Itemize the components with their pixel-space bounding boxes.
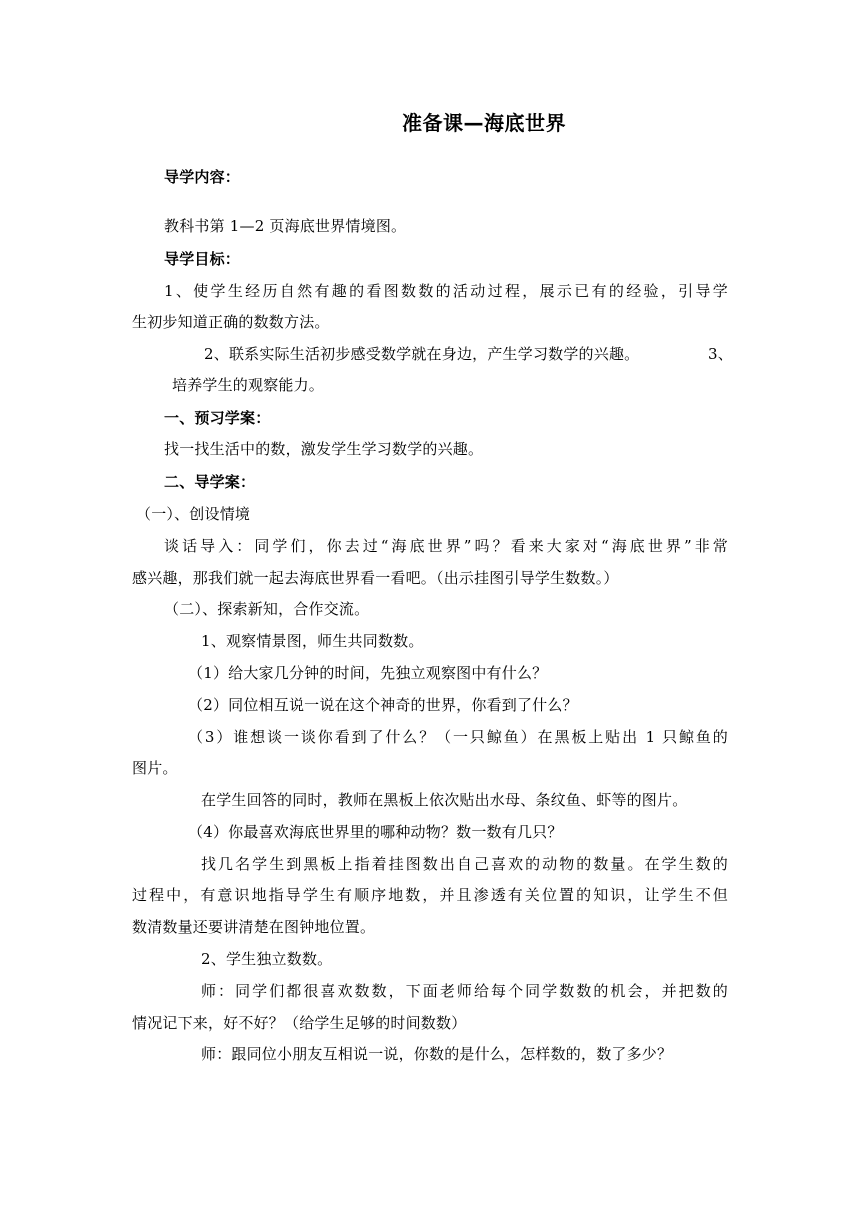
- paragraph-line: 师：同学们都很喜欢数数，下面老师给每个同学数数的机会，并把数的: [201, 982, 728, 1000]
- paragraph-line: 图片。: [132, 759, 178, 777]
- paragraph-line: 3、: [708, 345, 733, 363]
- section-heading: 导学内容：: [164, 168, 241, 186]
- paragraph-line: （1）给大家几分钟的时间，先独立观察图中有什么？: [188, 664, 548, 682]
- paragraph-line: 培养学生的观察能力。: [172, 376, 325, 394]
- paragraph-line: 找几名学生到黑板上指着挂图数出自己喜欢的动物的数量。在学生数的: [201, 855, 728, 873]
- paragraph-line: 1、使学生经历自然有趣的看图数数的活动过程，展示已有的经验，引导学: [164, 282, 728, 300]
- paragraph-line: 找一找生活中的数，激发学生学习数学的兴趣。: [164, 440, 484, 458]
- paragraph-line: 谈话导入：同学们，你去过“海底世界”吗？看来大家对“海底世界”非常: [164, 537, 728, 555]
- paragraph-line: 生初步知道正确的数数方法。: [132, 313, 330, 331]
- paragraph-line: 过程中，有意识地指导学生有顺序地数，并且渗透有关位置的知识，让学生不但: [132, 886, 728, 904]
- section-heading: 导学目标：: [164, 250, 241, 268]
- document-title: 准备课—海底世界: [402, 111, 566, 135]
- paragraph-line: 感兴趣，那我们就一起去海底世界看一看吧。（出示挂图引导学生数数。）: [132, 569, 619, 587]
- paragraph-line: 数清数量还要讲清楚在图钟地位置。: [132, 918, 376, 936]
- section-heading: 一、预习学案：: [164, 409, 271, 427]
- section-heading: 二、导学案：: [164, 473, 256, 491]
- paragraph-line: （4）你最喜欢海底世界里的哪种动物？数一数有几只？: [188, 823, 563, 841]
- paragraph-line: 2、学生独立数数。: [201, 950, 333, 968]
- paragraph-line: （3）谁想谈一谈你看到了什么？（一只鲸鱼）在黑板上贴出 1 只鲸鱼的: [188, 728, 728, 746]
- paragraph-line: 教科书第 1—2 页海底世界情境图。: [164, 217, 407, 235]
- paragraph-line: 师：跟同位小朋友互相说一说，你数的是什么，怎样数的，数了多少？: [201, 1045, 673, 1063]
- paragraph-line: 1、观察情景图，师生共同数数。: [201, 632, 424, 650]
- paragraph-line: 2、联系实际生活初步感受数学就在身边，产生学习数学的兴趣。: [204, 345, 640, 363]
- paragraph-line: 情况记下来，好不好？（给学生足够的时间数数）: [132, 1014, 467, 1032]
- paragraph-line: （二）、探索新知，合作交流。: [164, 600, 370, 618]
- paragraph-line: （一）、创设情境: [136, 505, 251, 523]
- paragraph-line: （2）同位相互说一说在这个神奇的世界，你看到了什么？: [188, 696, 578, 714]
- paragraph-line: 在学生回答的同时，教师在黑板上依次贴出水母、条纹鱼、虾等的图片。: [201, 791, 688, 809]
